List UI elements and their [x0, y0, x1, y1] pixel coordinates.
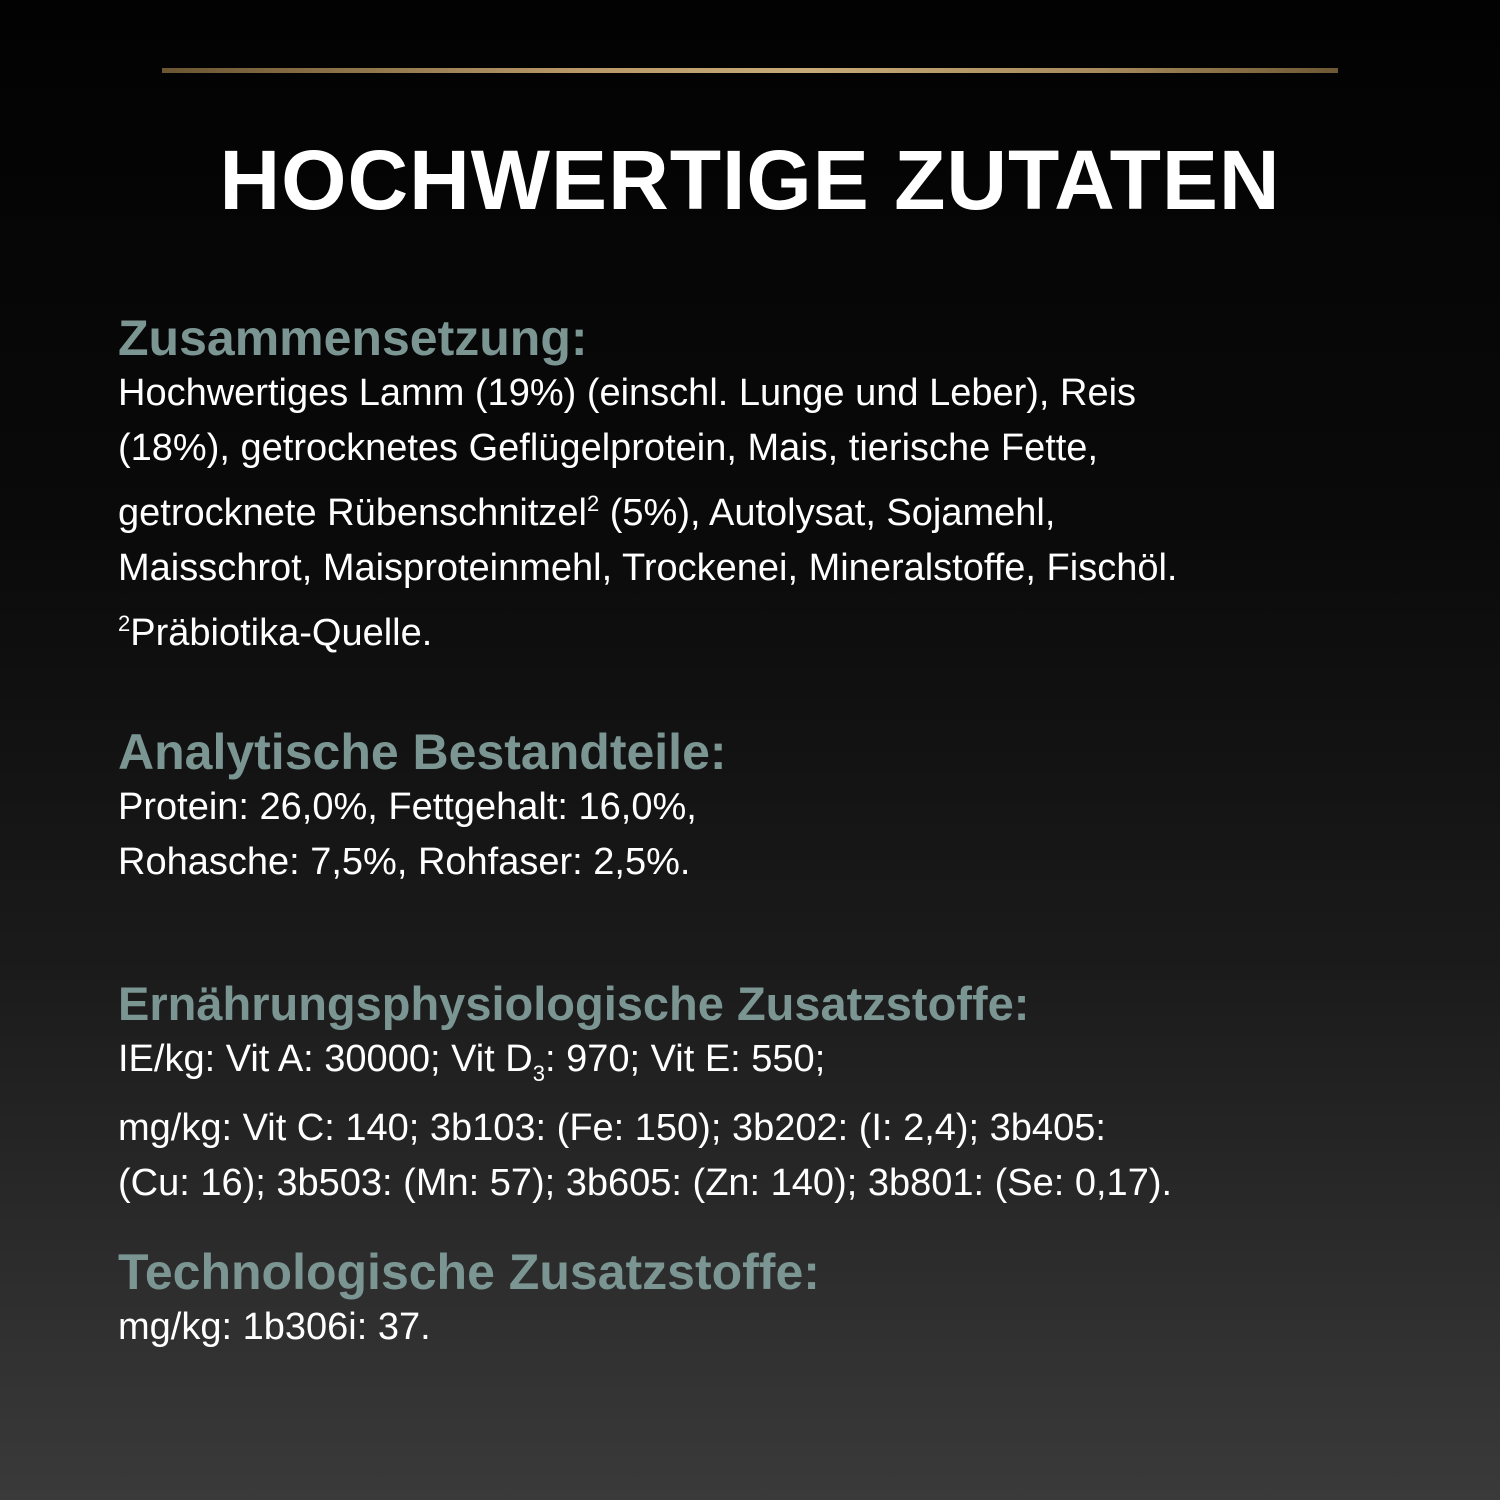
nutritional-additives-text	[118, 1032, 1438, 1211]
composition-heading: Zusammensetzung:	[118, 310, 588, 366]
composition-footnote	[118, 596, 1438, 661]
analytics-heading: Analytische Bestandteile:	[118, 724, 727, 780]
composition-text	[118, 366, 1438, 661]
composition-line	[118, 476, 1438, 541]
nutritional-line: (Cu: 16); 3b503: (Mn: 57); 3b605: (Zn: 140); 3b801: (Se: 0,17).	[118, 1162, 1173, 1204]
analytics-text	[118, 780, 1438, 890]
nutritional-additives-heading: Ernährungsphysiologische Zusatzstoffe:	[118, 977, 1030, 1030]
composition-line-part: (5%), Autolysat, Sojamehl,	[599, 492, 1056, 534]
page-title: HOCHWERTIGE ZUTATEN	[219, 133, 1281, 227]
nutritional-line-part: IE/kg: Vit A: 30000; Vit D	[118, 1038, 533, 1080]
composition-line-part: getrocknete Rübenschnitzel	[118, 492, 587, 534]
technological-additives-text	[118, 1300, 1438, 1355]
analytics-line: Protein: 26,0%, Fettgehalt: 16,0%,	[118, 786, 697, 828]
composition-section	[118, 310, 1438, 661]
analytics-line: Rohasche: 7,5%, Rohfaser: 2,5%.	[118, 841, 691, 883]
subscript-marker: 3	[532, 1061, 545, 1086]
footnote-text: Präbiotika-Quelle.	[130, 612, 433, 654]
technological-additives-heading: Technologische Zusatzstoffe:	[118, 1244, 820, 1300]
composition-line: (18%), getrocknetes Geflügelprotein, Mais, tierische Fette,	[118, 427, 1099, 469]
nutritional-additives-section	[118, 976, 1438, 1211]
gold-divider	[162, 68, 1338, 73]
technological-line: mg/kg: 1b306i: 37.	[118, 1306, 431, 1348]
nutritional-line	[118, 1032, 1438, 1101]
footnote-marker: 2	[118, 611, 131, 636]
nutritional-line: mg/kg: Vit C: 140; 3b103: (Fe: 150); 3b202: (I: 2,4); 3b405:	[118, 1107, 1106, 1149]
footnote-marker: 2	[586, 491, 600, 516]
analytics-section	[118, 724, 1438, 890]
technological-additives-section	[118, 1244, 1438, 1355]
nutritional-line-part: : 970; Vit E: 550;	[544, 1038, 826, 1080]
composition-line: Hochwertiges Lamm (19%) (einschl. Lunge und Leber), Reis	[118, 372, 1137, 414]
composition-line: Maisschrot, Maisproteinmehl, Trockenei, Mineralstoffe, Fischöl.	[118, 547, 1178, 589]
